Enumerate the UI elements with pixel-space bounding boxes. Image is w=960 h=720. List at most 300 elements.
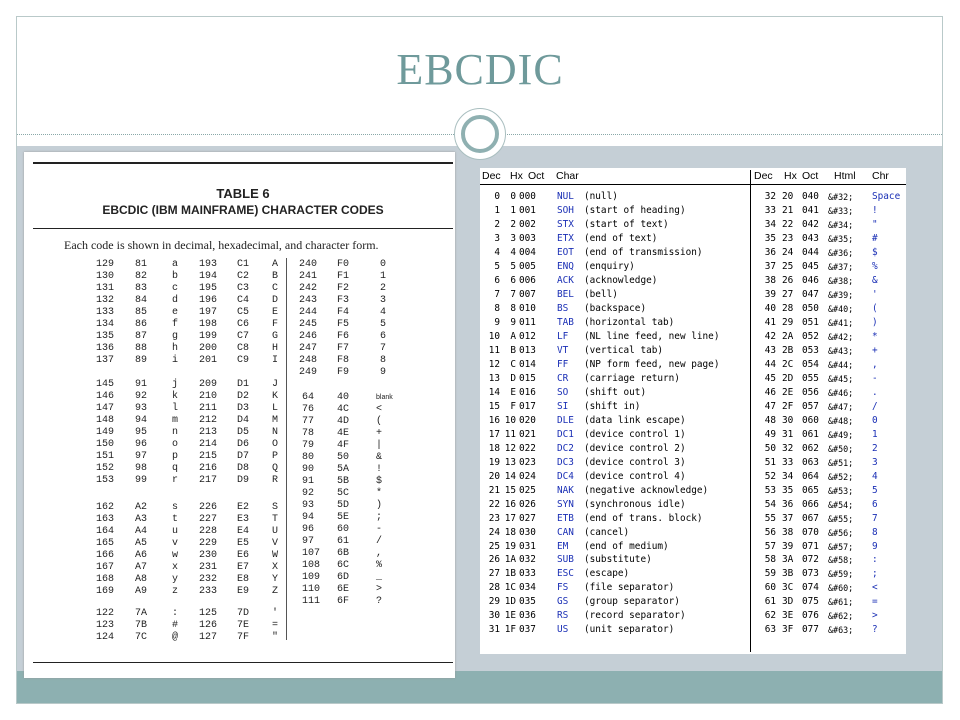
ebcdic-char: ' — [272, 608, 279, 619]
ebcdic-hex: 88 — [135, 343, 148, 354]
ascii-cell-oct2: 050 — [802, 302, 819, 314]
ascii-cell-chr: # — [872, 232, 878, 244]
ascii-cell-dec: 8 — [494, 302, 500, 314]
ascii-cell-oct2: 070 — [802, 526, 819, 538]
ebcdic-hex: 97 — [135, 451, 148, 462]
ebcdic-dec: 129 — [96, 259, 115, 270]
ascii-header-cell: Hx — [510, 170, 523, 182]
ascii-cell-dec2: 59 — [764, 568, 776, 580]
ascii-cell-abbr: FF — [557, 358, 569, 370]
ascii-cell-dec2: 40 — [764, 302, 776, 314]
ebcdic-hex: F5 — [337, 319, 350, 330]
ebcdic-char: O — [272, 439, 279, 450]
ascii-cell-chr: - — [872, 372, 878, 384]
ascii-cell-oct: 026 — [519, 498, 536, 510]
ascii-cell-oct: 005 — [519, 260, 536, 272]
ascii-cell-hx: 1C — [504, 582, 516, 594]
ebcdic-char: 1 — [380, 271, 387, 282]
ebcdic-dec: 127 — [199, 632, 218, 643]
ascii-cell-abbr: SYN — [557, 498, 574, 510]
ebcdic-char: ! — [376, 464, 383, 475]
ascii-cell-abbr: SO — [557, 386, 569, 398]
ebcdic-dec: 193 — [199, 259, 218, 270]
ebcdic-hex: 85 — [135, 307, 148, 318]
ascii-cell-dec2: 49 — [764, 428, 776, 440]
ebcdic-dec: 216 — [199, 463, 218, 474]
ebcdic-dec: 246 — [299, 331, 318, 342]
ebcdic-dec: 169 — [96, 586, 115, 597]
ebcdic-hex: 7C — [135, 632, 148, 643]
ascii-table-row — [480, 260, 906, 274]
ebcdic-dec: 110 — [302, 584, 321, 595]
ebcdic-hex: E5 — [237, 538, 250, 549]
ascii-cell-html: &#59; — [828, 569, 854, 580]
ascii-cell-dec: 4 — [494, 246, 500, 258]
ascii-cell-hx: 16 — [504, 498, 516, 510]
ebcdic-char: c — [172, 283, 179, 294]
ascii-cell-abbr: NUL — [557, 191, 574, 202]
ascii-cell-dec: 18 — [488, 442, 500, 454]
ascii-cell-hx: 17 — [504, 512, 516, 524]
ascii-cell-chr: 2 — [872, 442, 878, 454]
ascii-cell-hx: 1F — [504, 624, 516, 636]
ascii-cell-oct2: 072 — [802, 554, 819, 566]
ebcdic-char: n — [172, 427, 179, 438]
ascii-cell-chr: . — [872, 386, 878, 398]
ascii-cell-abbr: SI — [557, 400, 569, 412]
ascii-cell-hx2: 25 — [782, 260, 794, 272]
ascii-cell-oct: 031 — [519, 540, 536, 552]
ascii-cell-html: &#47; — [828, 401, 854, 412]
ebcdic-char: Z — [272, 586, 279, 597]
ebcdic-dec: 240 — [299, 259, 318, 270]
ebcdic-hex: 94 — [135, 415, 148, 426]
ascii-cell-hx: 1A — [504, 554, 516, 566]
ebcdic-char: ? — [376, 596, 383, 607]
ebcdic-dec: 94 — [302, 512, 315, 523]
ascii-cell-hx: F — [510, 400, 516, 412]
ascii-cell-dec: 16 — [488, 414, 500, 426]
ascii-table-row — [480, 581, 906, 595]
ascii-header-cell: Dec — [482, 170, 501, 182]
ebcdic-hex: C7 — [237, 331, 250, 342]
ebcdic-dec: 123 — [96, 620, 115, 631]
ebcdic-hex: E8 — [237, 574, 250, 585]
ascii-cell-html: &#50; — [828, 443, 854, 454]
ascii-cell-oct2: 077 — [802, 624, 819, 636]
ascii-table-row — [480, 302, 906, 316]
ascii-cell-oct: 013 — [519, 344, 536, 356]
ebcdic-hex: 6D — [337, 572, 350, 583]
ascii-cell-hx2: 23 — [782, 232, 794, 244]
ascii-cell-dec: 15 — [488, 400, 500, 412]
ebcdic-hex: D1 — [237, 379, 250, 390]
ascii-cell-hx2: 37 — [782, 512, 794, 524]
ebcdic-hex: D9 — [237, 475, 250, 486]
ebcdic-dec: 130 — [96, 271, 115, 282]
ebcdic-dec: 137 — [96, 355, 115, 366]
ebcdic-hex: F2 — [337, 283, 350, 294]
ebcdic-dec: 149 — [96, 427, 115, 438]
ascii-cell-oct2: 061 — [802, 428, 819, 440]
ascii-table-row — [480, 442, 906, 456]
ascii-cell-oct: 037 — [519, 624, 536, 636]
ascii-cell-dec2: 62 — [764, 610, 776, 622]
ascii-cell-hx: 19 — [504, 540, 516, 552]
ebcdic-char: A — [272, 259, 279, 270]
ascii-cell-dec2: 32 — [764, 191, 776, 202]
ebcdic-char: C — [272, 283, 279, 294]
ascii-cell-hx2: 27 — [782, 288, 794, 300]
ebcdic-char: % — [376, 560, 383, 571]
ascii-cell-chr: ! — [872, 204, 878, 216]
ebcdic-dec: 213 — [199, 427, 218, 438]
ascii-cell-abbr: DC3 — [557, 456, 574, 468]
ascii-cell-desc: (file separator) — [584, 582, 675, 594]
ebcdic-dec: 195 — [199, 283, 218, 294]
ascii-cell-hx2: 2F — [782, 400, 794, 412]
ascii-cell-html: &#57; — [828, 541, 854, 552]
ebcdic-hex: 81 — [135, 259, 148, 270]
ascii-cell-dec2: 48 — [764, 414, 776, 426]
ascii-cell-abbr: DC2 — [557, 442, 574, 454]
ascii-cell-dec: 13 — [488, 372, 500, 384]
ebcdic-hex: F8 — [337, 355, 350, 366]
ascii-cell-dec: 19 — [488, 456, 500, 468]
ebcdic-hex: 4C — [337, 404, 350, 415]
ascii-cell-oct: 021 — [519, 428, 536, 440]
ascii-cell-dec2: 58 — [764, 554, 776, 566]
ascii-cell-hx: 18 — [504, 526, 516, 538]
ascii-cell-abbr: ETB — [557, 512, 574, 524]
ascii-cell-html: &#46; — [828, 387, 854, 398]
ascii-cell-dec: 2 — [494, 218, 500, 230]
ascii-cell-oct: 004 — [519, 246, 536, 258]
ebcdic-char: W — [272, 550, 279, 561]
ebcdic-hex: C8 — [237, 343, 250, 354]
ascii-cell-chr: 0 — [872, 414, 878, 426]
ascii-cell-html: &#62; — [828, 611, 854, 622]
ebcdic-char: _ — [376, 572, 383, 583]
ebcdic-char: t — [172, 514, 179, 525]
ascii-cell-oct2: 066 — [802, 498, 819, 510]
ebcdic-dec: 96 — [302, 524, 315, 535]
ascii-cell-html: &#36; — [828, 247, 854, 258]
ascii-cell-chr: / — [872, 400, 878, 412]
ascii-cell-html: &#63; — [828, 625, 854, 636]
ascii-cell-dec2: 60 — [764, 582, 776, 594]
ebcdic-char: V — [272, 538, 279, 549]
ebcdic-hex: 6C — [337, 560, 350, 571]
ascii-cell-oct2: 040 — [802, 191, 819, 202]
ebcdic-hex: 89 — [135, 355, 148, 366]
ebcdic-dec: 145 — [96, 379, 115, 390]
ascii-cell-hx: E — [510, 386, 516, 398]
ebcdic-hex: 93 — [135, 403, 148, 414]
ebcdic-dec: 135 — [96, 331, 115, 342]
ascii-cell-hx2: 22 — [782, 218, 794, 230]
ascii-header-rule — [480, 184, 906, 185]
ebcdic-char: o — [172, 439, 179, 450]
ebcdic-hex: 6F — [337, 596, 350, 607]
ascii-cell-html: &#53; — [828, 485, 854, 496]
ascii-cell-dec: 12 — [488, 358, 500, 370]
ascii-cell-desc: (unit separator) — [584, 624, 675, 636]
ebcdic-dec: 133 — [96, 307, 115, 318]
ebcdic-char: 7 — [380, 343, 387, 354]
ebcdic-dec: 201 — [199, 355, 218, 366]
ascii-cell-desc: (start of heading) — [584, 204, 686, 216]
ebcdic-hex: 86 — [135, 319, 148, 330]
ascii-cell-oct2: 076 — [802, 610, 819, 622]
ebcdic-char: x — [172, 562, 179, 573]
ebcdic-char: L — [272, 403, 279, 414]
ascii-header-cell: Dec — [754, 170, 773, 182]
ascii-cell-chr: ( — [872, 302, 878, 314]
ascii-table-row — [480, 246, 906, 260]
ascii-cell-hx2: 31 — [782, 428, 794, 440]
ebcdic-hex: 5B — [337, 476, 350, 487]
ascii-table-row — [480, 623, 906, 637]
ascii-cell-dec2: 43 — [764, 344, 776, 356]
ascii-table-row — [480, 609, 906, 623]
ascii-cell-chr: Space — [872, 191, 901, 202]
ascii-cell-dec: 24 — [488, 526, 500, 538]
ascii-cell-dec2: 38 — [764, 274, 776, 286]
ebcdic-char: - — [376, 524, 383, 535]
ascii-cell-html: &#55; — [828, 513, 854, 524]
ebcdic-dec: 107 — [302, 548, 321, 559]
table-column-divider — [286, 258, 287, 640]
ascii-cell-hx2: 32 — [782, 442, 794, 454]
ebcdic-dec: 151 — [96, 451, 115, 462]
ascii-cell-hx2: 38 — [782, 526, 794, 538]
ascii-cell-oct: 011 — [519, 316, 536, 328]
ascii-cell-abbr: RS — [557, 610, 569, 622]
ascii-header-cell: Hx — [784, 170, 797, 182]
ascii-table-row — [480, 316, 906, 330]
ebcdic-hex: 7E — [237, 620, 250, 631]
ebcdic-dec: 242 — [299, 283, 318, 294]
ascii-cell-oct2: 063 — [802, 456, 819, 468]
ebcdic-dec: 124 — [96, 632, 115, 643]
ascii-cell-desc: (NP form feed, new page) — [584, 358, 720, 370]
table-top-rule — [33, 162, 453, 164]
ascii-cell-dec: 3 — [494, 232, 500, 244]
ascii-cell-dec2: 37 — [764, 260, 776, 272]
ascii-cell-oct2: 045 — [802, 260, 819, 272]
ascii-cell-abbr: NAK — [557, 484, 574, 496]
ascii-cell-html: &#33; — [828, 205, 854, 216]
ascii-header-cell: Oct — [528, 170, 545, 182]
ascii-cell-chr: " — [872, 218, 878, 230]
ascii-cell-dec: 31 — [488, 624, 500, 636]
ebcdic-hex: F7 — [337, 343, 350, 354]
ascii-table-row — [480, 456, 906, 470]
ascii-cell-oct2: 043 — [802, 232, 819, 244]
ascii-cell-desc: (substitute) — [584, 554, 652, 566]
ascii-cell-html: &#39; — [828, 289, 854, 300]
ascii-cell-abbr: DC4 — [557, 470, 574, 482]
ascii-cell-chr: 5 — [872, 484, 878, 496]
ebcdic-char: 9 — [380, 367, 387, 378]
ascii-cell-desc: (data link escape) — [584, 414, 686, 426]
ebcdic-hex: E4 — [237, 526, 250, 537]
ascii-cell-oct: 023 — [519, 456, 536, 468]
ascii-cell-dec2: 36 — [764, 246, 776, 258]
ascii-cell-html: &#58; — [828, 555, 854, 566]
ascii-cell-hx: 1 — [510, 204, 516, 216]
ebcdic-char: ; — [376, 512, 383, 523]
ascii-cell-chr: * — [872, 330, 878, 342]
ascii-cell-dec: 0 — [494, 191, 500, 202]
ascii-cell-html: &#45; — [828, 373, 854, 384]
ascii-cell-dec2: 42 — [764, 330, 776, 342]
ebcdic-dec: 92 — [302, 488, 315, 499]
ascii-cell-oct: 035 — [519, 596, 536, 608]
ascii-header-cell: Html — [834, 170, 856, 182]
ebcdic-dec: 200 — [199, 343, 218, 354]
ebcdic-char: " — [272, 632, 279, 643]
ascii-cell-dec: 14 — [488, 386, 500, 398]
ascii-cell-abbr: EOT — [557, 246, 574, 258]
ascii-cell-html: &#52; — [828, 471, 854, 482]
ascii-cell-abbr: LF — [557, 330, 569, 342]
table-bottom-rule — [33, 662, 453, 663]
ebcdic-dec: 90 — [302, 464, 315, 475]
ebcdic-char: < — [376, 404, 383, 415]
ebcdic-dec: 209 — [199, 379, 218, 390]
ebcdic-char: 5 — [380, 319, 387, 330]
ascii-cell-dec: 23 — [488, 512, 500, 524]
ascii-cell-html: &#49; — [828, 429, 854, 440]
ebcdic-char: + — [376, 428, 383, 439]
ebcdic-dec: 248 — [299, 355, 318, 366]
ebcdic-hex: F0 — [337, 259, 350, 270]
ascii-cell-oct: 032 — [519, 554, 536, 566]
ascii-cell-desc: (vertical tab) — [584, 344, 664, 356]
ascii-cell-dec2: 47 — [764, 400, 776, 412]
ascii-cell-desc: (device control 1) — [584, 428, 686, 440]
ebcdic-dec: 167 — [96, 562, 115, 573]
ebcdic-dec: 243 — [299, 295, 318, 306]
ascii-cell-dec: 11 — [488, 344, 500, 356]
ebcdic-char: b — [172, 271, 179, 282]
ebcdic-hex: 4F — [337, 440, 350, 451]
ascii-cell-dec2: 52 — [764, 470, 776, 482]
ascii-table-row — [480, 428, 906, 442]
ascii-cell-hx: 11 — [504, 428, 516, 440]
ascii-cell-oct2: 041 — [802, 204, 819, 216]
ascii-cell-abbr: BEL — [557, 288, 574, 300]
ascii-cell-oct: 033 — [519, 568, 536, 580]
ascii-cell-html: &#43; — [828, 345, 854, 356]
ebcdic-hex: E7 — [237, 562, 250, 573]
ebcdic-hex: 61 — [337, 536, 350, 547]
ascii-cell-html: &#56; — [828, 527, 854, 538]
ascii-cell-oct: 025 — [519, 484, 536, 496]
ascii-cell-html: &#41; — [828, 317, 854, 328]
divider-ring-icon — [461, 115, 499, 153]
ascii-table-row — [480, 553, 906, 567]
ebcdic-dec: 241 — [299, 271, 318, 282]
ebcdic-hex: A9 — [135, 586, 148, 597]
ebcdic-hex: 60 — [337, 524, 350, 535]
ascii-cell-desc: (enquiry) — [584, 260, 635, 272]
ascii-cell-html: &#35; — [828, 233, 854, 244]
ebcdic-char: B — [272, 271, 279, 282]
ebcdic-hex: F6 — [337, 331, 350, 342]
ebcdic-char: f — [172, 319, 179, 330]
ascii-cell-hx: 13 — [504, 456, 516, 468]
ascii-cell-dec2: 57 — [764, 540, 776, 552]
ascii-table-row — [480, 470, 906, 484]
ascii-cell-oct: 006 — [519, 274, 536, 286]
ascii-cell-oct2: 062 — [802, 442, 819, 454]
ebcdic-dec: 134 — [96, 319, 115, 330]
ascii-cell-hx: 2 — [510, 218, 516, 230]
ascii-cell-hx: D — [510, 372, 516, 384]
ebcdic-hex: 84 — [135, 295, 148, 306]
ebcdic-char: 6 — [380, 331, 387, 342]
ebcdic-dec: 164 — [96, 526, 115, 537]
ascii-table-row — [480, 358, 906, 372]
ebcdic-char: U — [272, 526, 279, 537]
ascii-cell-hx: 15 — [504, 484, 516, 496]
ascii-cell-oct2: 053 — [802, 344, 819, 356]
ebcdic-char: w — [172, 550, 179, 561]
ebcdic-dec: 249 — [299, 367, 318, 378]
ebcdic-dec: 77 — [302, 416, 315, 427]
ebcdic-dec: 244 — [299, 307, 318, 318]
ascii-table-row — [480, 204, 906, 218]
ascii-cell-oct2: 056 — [802, 386, 819, 398]
ebcdic-char: / — [376, 536, 383, 547]
ebcdic-hex: D3 — [237, 403, 250, 414]
ascii-cell-dec2: 55 — [764, 512, 776, 524]
ebcdic-char: # — [172, 620, 179, 631]
ascii-cell-abbr: DC1 — [557, 428, 574, 440]
ascii-table-row — [480, 567, 906, 581]
ascii-cell-hx: 9 — [510, 316, 516, 328]
ascii-table-row — [480, 386, 906, 400]
ebcdic-char: S — [272, 502, 279, 513]
ascii-cell-oct2: 073 — [802, 568, 819, 580]
ascii-cell-hx2: 20 — [782, 191, 794, 202]
ebcdic-hex: D5 — [237, 427, 250, 438]
ascii-cell-dec2: 56 — [764, 526, 776, 538]
ascii-table-row — [480, 330, 906, 344]
ascii-cell-hx2: 3C — [782, 582, 794, 594]
slide-title: EBCDIC — [396, 45, 564, 94]
ascii-cell-html: &#32; — [828, 192, 854, 202]
ascii-cell-oct: 012 — [519, 330, 536, 342]
ebcdic-char: r — [172, 475, 179, 486]
ebcdic-dec: 97 — [302, 536, 315, 547]
ebcdic-char: a — [172, 259, 179, 270]
ebcdic-char: i — [172, 355, 179, 366]
ascii-cell-hx2: 3B — [782, 568, 794, 580]
ebcdic-dec: 197 — [199, 307, 218, 318]
ebcdic-hex: F4 — [337, 307, 350, 318]
ascii-cell-dec: 1 — [494, 204, 500, 216]
ascii-cell-hx2: 29 — [782, 316, 794, 328]
ebcdic-hex: 91 — [135, 379, 148, 390]
ascii-cell-hx: 10 — [504, 414, 516, 426]
ascii-cell-html: &#60; — [828, 583, 854, 594]
ascii-cell-chr: ? — [872, 624, 878, 636]
ebcdic-char: J — [272, 379, 279, 390]
